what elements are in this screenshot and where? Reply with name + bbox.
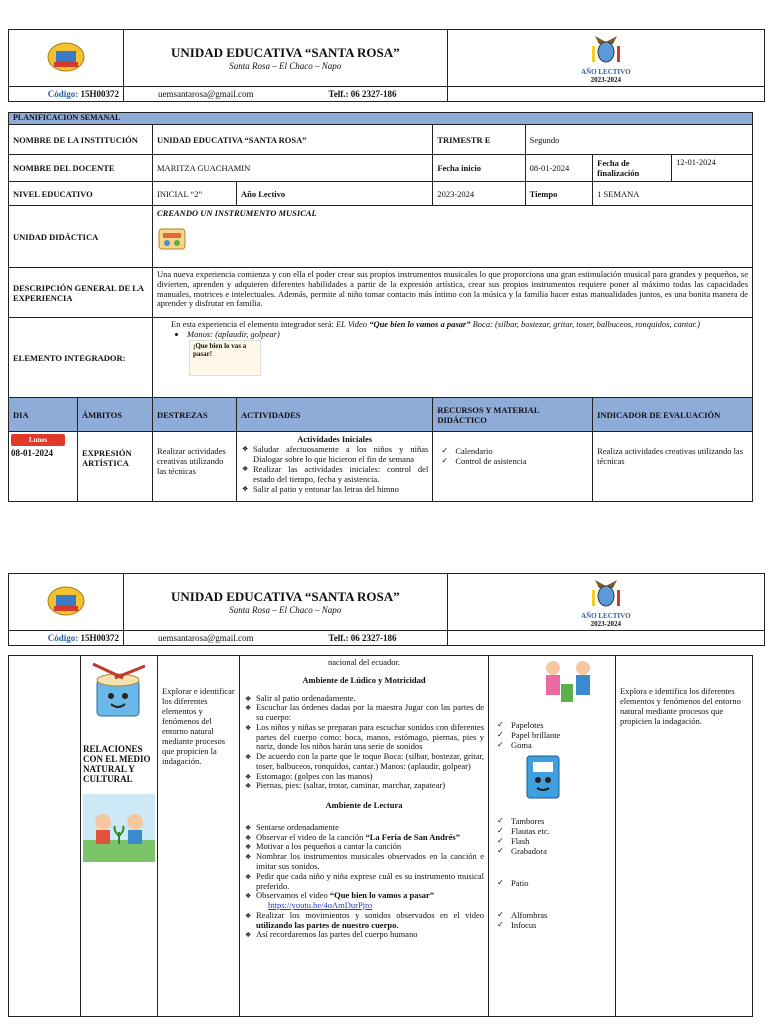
weekly-plan-continuation: [8, 655, 753, 1017]
code-cell: [9, 87, 124, 102]
col-recursos: RECURSOS Y MATERIAL DIDÁCTICO: [433, 398, 593, 432]
resource-item: ✓ Calendario: [455, 446, 588, 456]
school-title-cell: [124, 574, 448, 631]
activity-item: ❖ Estomago: (golpes con las manos): [256, 772, 484, 782]
day-cell-2: [9, 656, 81, 1017]
integrator-image-text: ¡Que bien lo vas a pasar!: [193, 341, 247, 358]
activity-item: ❖ Así recordaremos las partes del cuerpo humano: [256, 930, 484, 940]
phone: Telf.: 06 2327-186: [328, 633, 397, 643]
activity-item: ❖ Salir al patio ordenadamente.: [256, 694, 484, 704]
school-year-label: Año Lectivo: [237, 182, 433, 206]
activity-item: ❖ Piernas, pies: (saltar, trotar, caminar, marchar, zapatear): [256, 781, 484, 791]
ecuador-coat-of-arms-icon: [589, 576, 623, 610]
activity-item: ❖ Sentarse ordenadamente: [256, 823, 484, 833]
activity-item: ❖ Escuchar las órdenes dadas por la maestra Jugar con las partes de su cuerpo:: [256, 703, 484, 723]
observe-video-title: “La Feria de San Andrés”: [365, 831, 460, 842]
activities-1: [237, 432, 433, 502]
school-location: Santa Rosa – El Chaco – Napo: [229, 61, 342, 71]
col-actividades: ACTIVIDADES: [237, 398, 433, 432]
drum-character-icon: [83, 658, 153, 738]
school-logo-icon: [46, 42, 86, 72]
coat-of-arms-cell: [447, 30, 764, 87]
resource-item: ✓ Flautas etc.: [511, 826, 611, 836]
integrator-video-title: “Que bien lo vamos a pasar”: [369, 319, 471, 329]
watch-video-text: Observamos el video: [256, 890, 328, 901]
code-cell: [9, 631, 124, 646]
resource-item: ✓ Tambores: [511, 816, 611, 826]
code-label: Código:: [47, 633, 79, 643]
ambito-2: RELACIONES CON EL MEDIO NATURAL Y CULTURAL: [83, 744, 151, 784]
page-header-2: [8, 573, 765, 646]
activity-item: ❖ Salir al patio y entonar las letras del himno: [253, 484, 428, 494]
contact-cell-right: [447, 87, 764, 102]
year-value: 2023-2024: [590, 620, 621, 628]
time-value: 1 SEMANA: [593, 182, 753, 206]
resources-2: [489, 656, 616, 1017]
activity-item: [256, 911, 484, 931]
integrator-image: [189, 340, 261, 376]
school-name: UNIDAD EDUCATIVA “SANTA ROSA”: [170, 45, 400, 60]
institution-value: UNIDAD EDUCATIVA “SANTA ROSA”: [153, 125, 433, 155]
activity-item: [256, 891, 484, 901]
resource-item: ✓ Alfombras: [511, 910, 611, 920]
weekly-plan-table: [8, 112, 753, 502]
teacher-label: NOMBRE DEL DOCENTE: [9, 155, 153, 182]
activities-2-cont: nacional del ecuador.: [328, 657, 400, 667]
teacher-value: MARITZA GUACHAMIN: [153, 155, 433, 182]
email: uemsantarosa@gmail.com: [158, 89, 254, 99]
institution-label: NOMBRE DE LA INSTITUCIÓN: [9, 125, 153, 155]
activities-2: [240, 656, 489, 1017]
notebook-character-icon: [523, 754, 563, 800]
col-dia: DIA: [9, 398, 78, 432]
contact-cell-right: [447, 631, 764, 646]
description-label: DESCRIPCIÓN GENERAL DE LA EXPERIENCIA: [9, 268, 153, 318]
ambito-1: EXPRESIÓN ARTÍSTICA: [78, 432, 153, 502]
resource-item: ✓ Grabadora: [511, 846, 611, 856]
activity-item: ❖ Los niños y niñas se preparan para escuchar sonidos con diferentes partes del cuerpo como: boca, manos, estómago, piernas, pies y nariz, donde los niños harán una serie de sonidos: [256, 723, 484, 752]
ecuador-coat-of-arms-icon: [589, 32, 623, 66]
activity-item: ❖ De acuerdo con la parte que le toque Boca: (silbar, bostezar, gritar, toser, balbuceos, ronquidos, cantar.) Manos: (aplaudir, golpear): [256, 752, 484, 772]
trimester-value: Segundo: [525, 125, 752, 155]
movements-bold: utilizando las partes de nuestro cuerpo.: [256, 919, 399, 930]
description-value: Una nueva experiencia comienza y con ella el poder crear sus propios instrumentos musicales lo que proporciona una gran estimulación musical para grandes y pequeños, se divierten, aprenden y adquieren diferentes habilidades a partir de la expresión artística, crear sus propios instrumentos requiere poner al máximo todas las capacidades manuales, motrices e intelectuales. Además, permite al niño tomar contacto más íntimo con la música y la familia hacer estas manualidades juntos, es una bonita manera de aprender y disfrutar en familia.: [153, 268, 753, 318]
code-value: 15H00372: [80, 89, 120, 99]
level-label: NIVEL EDUCATIVO: [9, 182, 153, 206]
col-ambitos: ÁMBITOS: [78, 398, 153, 432]
unit-value: CREANDO UN INSTRUMENTO MUSICAL: [157, 208, 317, 218]
end-date-value: 12-01-2024: [676, 157, 716, 167]
integrator-intro: En esta experiencia el elemento integrador será:: [171, 319, 334, 329]
email: uemsantarosa@gmail.com: [158, 633, 254, 643]
movements-text: Realizar los movimientos y sonidos observados en el video: [256, 909, 484, 920]
coat-of-arms-cell: [447, 574, 764, 631]
section-lectura-title: Ambiente de Lectura: [325, 800, 403, 811]
indicator-1: Realiza actividades creativas utilizando las técnicas: [593, 432, 753, 502]
end-date-label: Fecha de finalización: [593, 155, 672, 181]
school-location: Santa Rosa – El Chaco – Napo: [229, 605, 342, 615]
activity-item: ❖ Nombrar los instrumentos musicales observados en la canción e imitar sus sonidos.: [256, 852, 484, 872]
start-date-label: Fecha inicio: [433, 155, 525, 182]
craft-instrument-icon: [157, 221, 187, 255]
school-year-value: 2023-2024: [433, 182, 525, 206]
section-ludico-title: Ambiente de Lúdico y Motricidad: [302, 674, 426, 685]
time-label: Tiempo: [525, 182, 593, 206]
kids-with-supplies-icon: [533, 658, 603, 706]
unit-label: UNIDAD DIDÁCTICA: [9, 206, 153, 268]
resource-item: ✓ Patio: [511, 878, 611, 888]
activity-item: ❖ Realizar las actividades iniciales: control del estado del tiempo, fecha y asistencia.: [253, 464, 428, 484]
trimester-label: TRIMESTR E: [433, 125, 525, 155]
resource-item: ✓ Papelotes: [511, 720, 611, 730]
phone: Telf.: 06 2327-186: [328, 89, 397, 99]
integrator-manos: • Manos: (aplaudir, golpear): [187, 330, 748, 340]
year-value: 2023-2024: [590, 76, 621, 84]
resource-item: ✓ Flash: [511, 836, 611, 846]
ambito-2-cell: [81, 656, 158, 1017]
school-logo-cell: [9, 30, 124, 87]
school-name: UNIDAD EDUCATIVA “SANTA ROSA”: [170, 589, 400, 604]
year-label: AÑO LECTIVO: [581, 68, 631, 76]
page-header-1: [8, 29, 765, 102]
school-title-cell: [124, 30, 448, 87]
start-date-value: 08-01-2024: [525, 155, 593, 182]
school-logo-icon: [46, 586, 86, 616]
observe-video-text: Observar el video de la canción: [256, 831, 364, 842]
integrator-cell: [153, 318, 753, 398]
code-value: 15H00372: [80, 633, 120, 643]
contact-cell: [124, 631, 448, 646]
day-date: 08-01-2024: [11, 448, 53, 458]
watch-video-title: “Que bien lo vamos a pasar”: [329, 890, 435, 901]
resource-item: ✓ Goma: [511, 740, 611, 750]
unit-cell: [153, 206, 753, 268]
activities-1-title: Actividades Iniciales: [297, 434, 373, 444]
school-logo-cell: [9, 574, 124, 631]
day-cell: [9, 432, 78, 502]
plan-title: PLANIFICACION SEMANAL: [9, 113, 753, 125]
integrator-video-pre: EL Video: [335, 319, 368, 329]
integrator-label: ELEMENTO INTEGRADOR:: [9, 318, 153, 398]
activity-item: ❖ Pedir que cada niño y niña exprese cuál es su instrumento musical preferido.: [256, 872, 484, 892]
col-destrezas: DESTREZAS: [153, 398, 237, 432]
resources-1: [433, 432, 593, 502]
children-planting-icon: [83, 794, 155, 862]
activity-item: ❖ Motivar a los pequeños a cantar la canción: [256, 842, 484, 852]
destreza-1: Realizar actividades creativas utilizando las técnicas: [153, 432, 237, 502]
col-indicador: INDICADOR DE EVALUACIÓN: [593, 398, 753, 432]
end-date-cell: [593, 155, 753, 182]
level-value: INICIAL “2”: [153, 182, 237, 206]
activity-item: ❖ Saludar afectuosamente a los niños y niñas Dialogar sobre lo que hicieron el fin de semana: [253, 444, 428, 464]
resource-item: ✓ Infocus: [511, 920, 611, 930]
integrator-boca: Boca: (silbar, bostezar, gritar, toser, balbuceos, ronquidos, cantar.): [472, 319, 700, 329]
indicator-2: Explora e identifica los diferentes elementos y fenómenos del entorno natural mediante procesos que propicien la indagación.: [616, 656, 753, 1017]
destreza-2: Explorar e identificar los diferentes elementos y fenómenos del entorno natural mediante procesos que propicien la indagación.: [158, 656, 240, 1017]
video-link[interactable]: https://youtu.be/4oAmDurPjro: [268, 900, 373, 911]
resource-item: ✓ Control de asistencia: [455, 456, 588, 466]
year-label: AÑO LECTIVO: [581, 612, 631, 620]
contact-cell: [124, 87, 448, 102]
day-badge: Lunes: [11, 434, 65, 446]
resource-item: ✓ Papel brillante: [511, 730, 611, 740]
code-label: Código:: [47, 89, 79, 99]
